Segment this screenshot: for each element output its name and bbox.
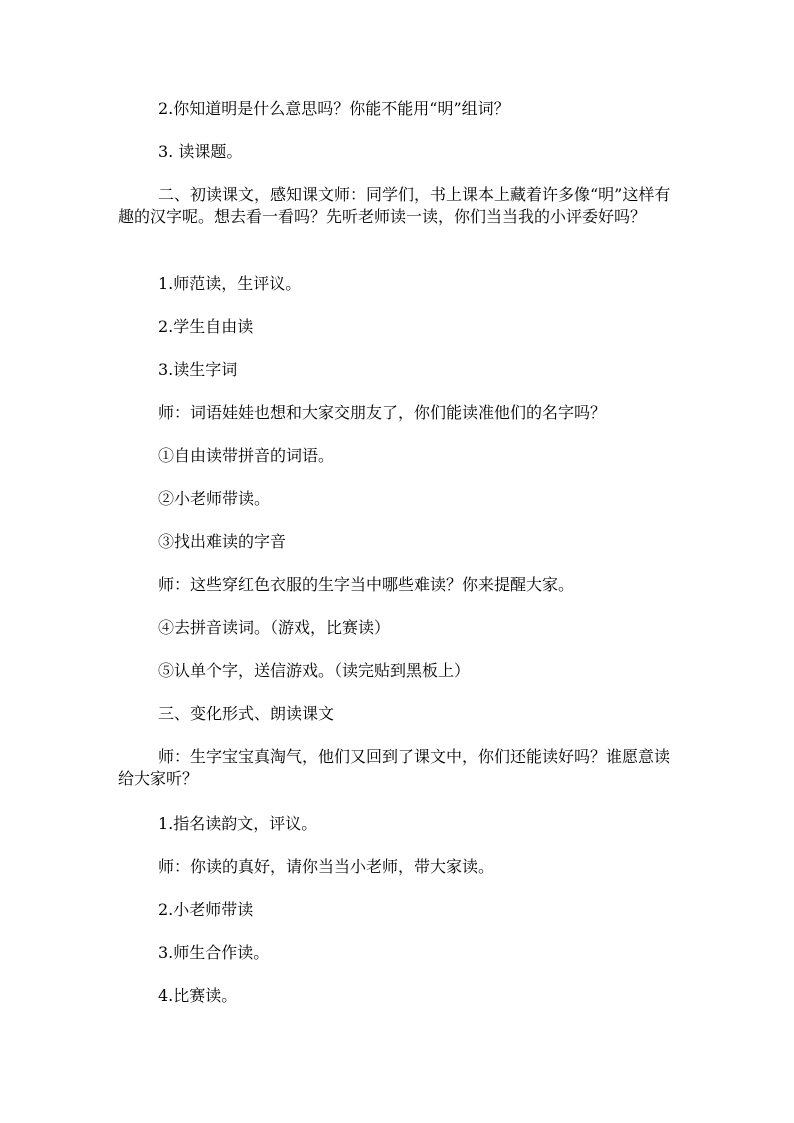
little-teacher-reading: 2.小老师带读 bbox=[158, 900, 254, 919]
named-reading: 1.指名读韵文，评议。 bbox=[158, 814, 318, 833]
question-line: 2.你知道明是什么意思吗？你能不能用“明”组词？ bbox=[158, 99, 510, 118]
teacher-prompt-hard-words: 师：这些穿红色衣服的生字当中哪些难读？你来提醒大家。 bbox=[158, 575, 575, 594]
step-five: ⑤认单个字，送信游戏。（读完贴到黑板上） bbox=[158, 661, 471, 680]
free-reading: 2.学生自由读 bbox=[158, 317, 254, 336]
read-title-line: 3. 读课题。 bbox=[158, 142, 243, 161]
step-three: ③找出难读的字音 bbox=[158, 532, 287, 551]
competition-reading: 4.比赛读。 bbox=[158, 986, 238, 1005]
teacher-prompt-words: 师：词语娃娃也想和大家交朋友了，你们能读准他们的名字吗？ bbox=[158, 403, 607, 422]
section-two-paragraph: 二、初读课文，感知课文师：同学们，书上课本上藏着许多像“明”这样有趣的汉字呢。想去看一看吗？先听老师读一读，你们当当我的小评委好吗？ bbox=[118, 185, 671, 226]
new-words-reading: 3.读生字词 bbox=[158, 360, 238, 379]
document-page bbox=[118, 92, 678, 1010]
teacher-model-reading: 1.师范读，生评议。 bbox=[158, 274, 302, 293]
step-four: ④去拼音读词。（游戏，比赛读） bbox=[158, 618, 391, 637]
teacher-prompt-reading: 师：生字宝宝真淘气，他们又回到了课文中，你们还能读好吗？谁愿意读给大家听？ bbox=[118, 747, 671, 788]
cooperative-reading: 3.师生合作读。 bbox=[158, 943, 270, 962]
section-three-heading: 三、变化形式、朗读课文 bbox=[158, 704, 335, 723]
step-one: ①自由读带拼音的词语。 bbox=[158, 446, 335, 465]
step-two: ②小老师带读。 bbox=[158, 489, 271, 508]
teacher-praise: 师：你读的真好，请你当当小老师，带大家读。 bbox=[158, 857, 495, 876]
